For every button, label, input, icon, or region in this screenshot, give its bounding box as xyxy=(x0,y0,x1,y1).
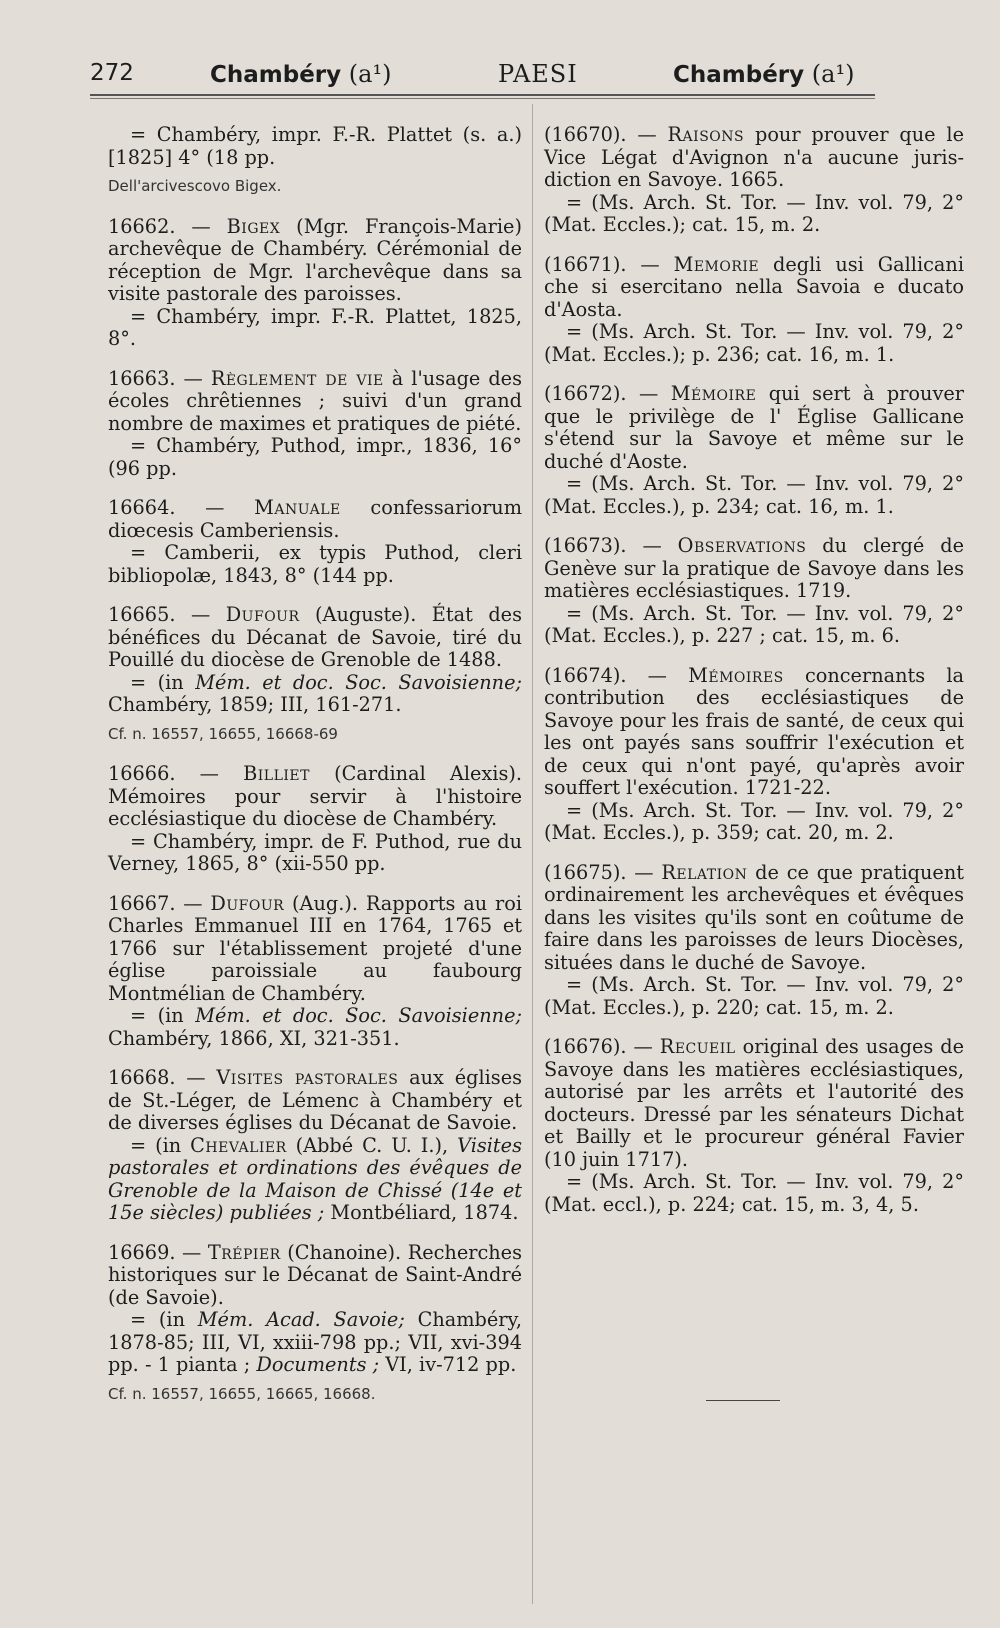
entry-text: de ce que pratiquent ordinairement les archevêques et évêques dans les visites qu'ils sont en coûtume de faire dans les paroisses de leurs Diocèses, situées dans le duché de Savoye. xyxy=(544,860,964,974)
imprint: = (Ms. Arch. St. Tor. — Inv. vol. 79, 2° (Mat. Eccles.); p. 236; cat. 16, m. 1. xyxy=(544,320,964,366)
imprint: = (in Mém. et doc. Soc. Savoisienne; Chambéry, 1866, XI, 321-351. xyxy=(108,1004,522,1050)
imprint: = (Ms. Arch. St. Tor. — Inv. vol. 79, 2° (Mat. Eccles.), p. 359; cat. 20, m. 2. xyxy=(544,798,964,844)
entry-text: (Cardinal Alexis). Mémoires pour servir à l'histoire ecclésiastique du diocèse de Chambéry. xyxy=(108,762,522,830)
entry-number: 16666. — xyxy=(108,762,219,785)
entry-16670 xyxy=(544,124,964,237)
imprint: = (in Mém. Acad. Savoie; Chambéry, 1878-85; III, VI, xxiii-798 pp.; VII, xvi-394 pp. - 1 pianta ; Documents ; VI, iv-712 pp. xyxy=(108,1308,522,1376)
entry-16672 xyxy=(544,383,964,518)
running-header xyxy=(90,52,865,98)
entry-16669 xyxy=(108,1242,522,1406)
entry-number: (16670). — xyxy=(544,123,657,146)
entry-text: pour prouver que le Vice Légat d'Avignon n'a aucune jurisdiction en Savoye. 1665. xyxy=(544,123,965,191)
entry-16667 xyxy=(108,893,522,1051)
entry-title: Visites pastorales xyxy=(216,1066,399,1089)
imprint: = Camberii, ex typis Puthod, cleri bibliopolæ, 1843, 8° (144 pp. xyxy=(108,541,522,587)
entry-title: Raisons xyxy=(667,123,745,146)
imprint: = (in Mém. et doc. Soc. Savoisienne; Chambéry, 1859; III, 161-271. xyxy=(108,670,522,716)
right-column xyxy=(544,124,964,1233)
entry-author: Dufour xyxy=(210,891,285,915)
entry-number: 16664. — xyxy=(108,496,225,519)
entry-16676 xyxy=(544,1036,964,1216)
entry-text: du clergé de Genève sur la pratique de Savoye dans les matières ecclésiastiques. 1719. xyxy=(544,534,964,602)
entry-continuation xyxy=(108,124,522,198)
entry-number: 16667. — xyxy=(108,891,203,915)
entry-number: (16671). — xyxy=(544,252,660,276)
column-divider xyxy=(532,104,533,1604)
imprint: = (Ms. Arch. St. Tor. — Inv. vol. 79, 2° (Mat. Eccles.), p. 227 ; cat. 15, m. 6. xyxy=(544,601,964,647)
entry-title: Memorie xyxy=(673,252,760,276)
entry-title: Recueil xyxy=(659,1035,736,1058)
end-separator-rule xyxy=(706,1400,780,1401)
entry-number: 16668. — xyxy=(108,1066,206,1089)
entry-text: (Auguste). État des bénéfices du Décanat de Savoie, tiré du Pouillé du diocèse de Grenoble de 1488. xyxy=(108,603,522,671)
entry-author: Billiet xyxy=(243,762,310,785)
entry-16674 xyxy=(544,665,964,845)
header-right-title: Chambéry (a¹) xyxy=(673,60,855,88)
entry-text: aux églises de St.-Léger, de Lémenc à Chambéry et de diverses églises du Décanat de Savoie. xyxy=(108,1066,522,1134)
entry-number: 16665. — xyxy=(108,603,211,626)
entry-text: degli usi Gallicani che si esercitano nella Savoia e ducato d'Aosta. xyxy=(544,252,964,321)
entry-text: (Chanoine). Recherches historiques sur le Décanat de Saint-André (de Savoie). xyxy=(108,1240,522,1309)
entry-title: Mémoires xyxy=(688,663,784,687)
entry-author: Bigex xyxy=(226,214,281,238)
entry-title: Relation xyxy=(661,860,748,884)
entry-16673 xyxy=(544,535,964,648)
entry-note: Dell'arcivescovo Bigex. xyxy=(108,177,282,195)
entry-title: Règlement de vie xyxy=(210,366,384,390)
entry-note: Cf. n. 16557, 16655, 16665, 16668. xyxy=(108,1384,376,1403)
entry-16668 xyxy=(108,1067,522,1225)
entry-number: (16673). — xyxy=(544,534,662,557)
entry-text: qui sert à prouver que le privilège de l' Église Gallicane s'étend sur la Savoye et même sur le duché d'Aoste. xyxy=(544,382,964,473)
imprint: = (Ms. Arch. St. Tor. — Inv. vol. 79, 2° (Mat. Eccles.); cat. 15, m. 2. xyxy=(544,190,964,236)
entry-16665 xyxy=(108,604,522,745)
entry-title: Observations xyxy=(677,534,807,557)
header-rule xyxy=(90,94,875,99)
entry-text: confessariorum diœcesis Camberiensis. xyxy=(108,496,522,542)
entry-16666 xyxy=(108,763,522,876)
page-number: 272 xyxy=(90,60,134,86)
entry-number: 16663. — xyxy=(108,366,203,390)
entry-author: Dufour xyxy=(225,603,300,626)
entry-16663 xyxy=(108,368,522,481)
entry-title: Mémoire xyxy=(670,382,757,405)
entry-16662 xyxy=(108,216,522,351)
left-column xyxy=(108,124,522,1423)
entry-16664 xyxy=(108,497,522,587)
entry-text: concernants la contribution des ecclésiastiques de Savoye pour les frais de santé, de ceux qui les ont payés sans souffrir l'exécution et de ceux qui n'ont payé, qu'après avoir souffert l'exécution. 1721-22. xyxy=(544,663,964,799)
entry-text: (Aug.). Rapports au roi Charles Emmanuel III en 1764, 1765 et 1766 sur l'établissement projeté d'une église paroissiale au faubourg Montmélian de Chambéry. xyxy=(108,891,522,1005)
entry-16671 xyxy=(544,254,964,367)
imprint: = Chambéry, Puthod, impr., 1836, 16° (96 pp. xyxy=(108,434,522,480)
entry-author: Trépier xyxy=(207,1240,281,1264)
imprint: = (in Chevalier (Abbé C. U. I.), Visites pastorales et ordinations des évêques de Grenoble de la Maison de Chissé (14e et 15e siècles) publiées ; Montbéliard, 1874. xyxy=(108,1133,522,1224)
entry-text: original des usages de Savoye dans les matières ecclésiastiques, autorisé par les arrêts et l'autorité des docteurs. Dressé par les sénateurs Dichat et Bailly et le procureur général Favier (10 juin 1717). xyxy=(544,1035,965,1171)
header-left-title: Chambéry (a¹) xyxy=(210,60,392,88)
entry-text: à l'usage des écoles chrêtiennes ; suivi d'un grand nombre de maximes et pratiques de piété. xyxy=(108,366,522,435)
imprint: = (Ms. Arch. St. Tor. — Inv. vol. 79, 2° (Mat. Eccles.), p. 234; cat. 16, m. 1. xyxy=(544,472,964,518)
header-center-title: PAESI xyxy=(498,60,578,88)
imprint: = (Ms. Arch. St. Tor. — Inv. vol. 79, 2° (Mat. Eccles.), p. 220; cat. 15, m. 2. xyxy=(544,973,964,1019)
entry-number: 16662. — xyxy=(108,214,211,238)
entry-number: (16675). — xyxy=(544,860,654,884)
entry-number: (16674). — xyxy=(544,663,667,687)
imprint: = Chambéry, impr. F.-R. Plattet, 1825, 8°. xyxy=(108,304,522,350)
entry-note: Cf. n. 16557, 16655, 16668-69 xyxy=(108,724,338,743)
entry-title: Manuale xyxy=(254,496,341,519)
entry-number: 16669. — xyxy=(108,1240,202,1264)
entry-number: (16672). — xyxy=(544,382,659,405)
entry-number: (16676). — xyxy=(544,1035,653,1058)
imprint: = (Ms. Arch. St. Tor. — Inv. vol. 79, 2° (Mat. eccl.), p. 224; cat. 15, m. 3, 4, 5. xyxy=(544,1170,964,1216)
entry-text: (Mgr. François-Marie) archevêque de Chambéry. Cérémonial de réception de Mgr. l'archevêque dans sa visite pastorale des paroisses. xyxy=(108,214,522,305)
entry-16675 xyxy=(544,862,964,1020)
imprint: = Chambéry, impr. F.-R. Plattet (s. a.) [1825] 4° (18 pp. xyxy=(108,123,522,169)
imprint: = Chambéry, impr. de F. Puthod, rue du Verney, 1865, 8° (xii-550 pp. xyxy=(108,829,522,875)
